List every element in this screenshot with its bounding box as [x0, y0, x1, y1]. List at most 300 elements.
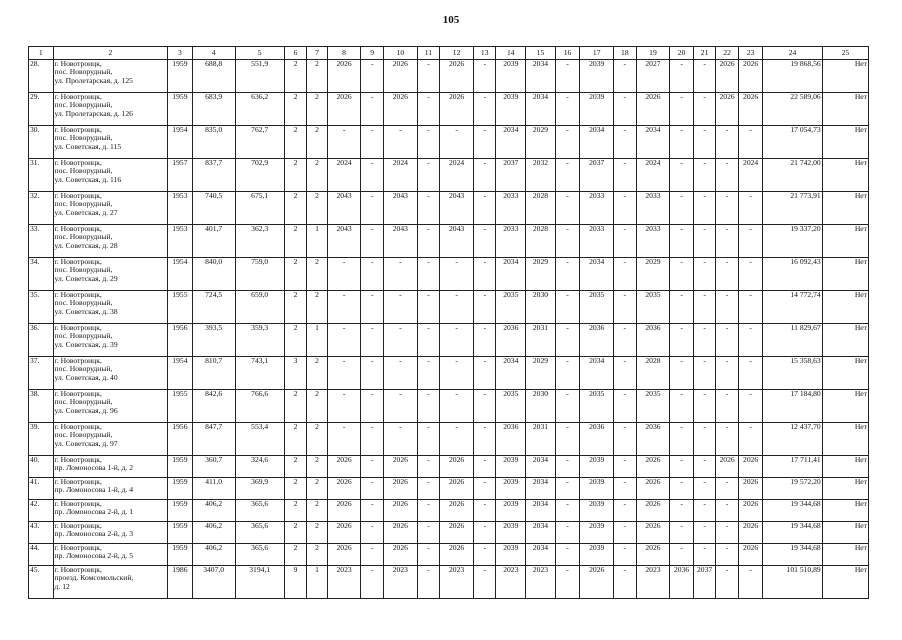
row-number-cell: 42. — [29, 500, 54, 522]
address-line: пр. Ломоносова 1-й, д. 4 — [54, 485, 134, 495]
address-line: г. Новотроицк, — [54, 389, 102, 398]
cell-col-24: 19 337,20 — [763, 225, 822, 258]
cell-col-21: - — [693, 324, 716, 357]
address-line: ул. Советская, д. 116 — [54, 174, 122, 184]
cell-col-18: - — [614, 423, 637, 456]
cell-col-19: 2035 — [636, 291, 670, 324]
cell-col-13: - — [473, 291, 496, 324]
cell-col-11: - — [417, 566, 440, 599]
cell-col-22: - — [716, 522, 739, 544]
cell-col-3: 1954 — [168, 357, 193, 390]
cell-col-4: 3407,0 — [192, 566, 235, 599]
cell-col-17: 2039 — [580, 522, 614, 544]
cell-col-11: - — [417, 192, 440, 225]
cell-col-8: 2023 — [327, 566, 361, 599]
cell-col-5: 636,2 — [235, 93, 284, 126]
cell-col-8: 2026 — [327, 500, 361, 522]
cell-col-17: 2033 — [580, 192, 614, 225]
cell-col-17: 2039 — [580, 60, 614, 93]
cell-col-25: Нет — [822, 357, 868, 390]
cell-col-12: 2026 — [440, 544, 474, 566]
cell-col-14: 2039 — [496, 93, 526, 126]
cell-col-23: 2026 — [738, 544, 763, 566]
cell-col-4: 810,7 — [192, 357, 235, 390]
row-number-cell: 30. — [29, 126, 54, 159]
cell-col-23: - — [738, 324, 763, 357]
cell-col-3: 1954 — [168, 258, 193, 291]
cell-col-6: 2 — [284, 93, 307, 126]
cell-col-6: 2 — [284, 291, 307, 324]
row-number-cell: 41. — [29, 478, 54, 500]
cell-col-5: 759,0 — [235, 258, 284, 291]
cell-col-10: - — [383, 324, 417, 357]
cell-col-6: 2 — [284, 456, 307, 478]
address-line: г. Новотроицк, — [54, 565, 102, 574]
cell-col-13: - — [473, 566, 496, 599]
cell-col-13: - — [473, 93, 496, 126]
address-cell — [53, 522, 168, 544]
cell-col-25: Нет — [822, 544, 868, 566]
cell-col-22: - — [716, 566, 739, 599]
row-number-cell: 37. — [29, 357, 54, 390]
cell-col-11: - — [417, 544, 440, 566]
row-number-cell: 33. — [29, 225, 54, 258]
cell-col-19: 2026 — [636, 93, 670, 126]
table-body — [29, 60, 869, 599]
cell-col-25: Нет — [822, 423, 868, 456]
column-header-20: 20 — [670, 47, 694, 60]
cell-col-5: 3194,1 — [235, 566, 284, 599]
cell-col-25: Нет — [822, 566, 868, 599]
cell-col-13: - — [473, 478, 496, 500]
cell-col-14: 2039 — [496, 60, 526, 93]
cell-col-10: - — [383, 390, 417, 423]
cell-col-18: - — [614, 390, 637, 423]
cell-col-20: - — [670, 522, 694, 544]
row-number-cell: 39. — [29, 423, 54, 456]
cell-col-13: - — [473, 500, 496, 522]
cell-col-21: - — [693, 423, 716, 456]
cell-col-18: - — [614, 456, 637, 478]
cell-col-21: - — [693, 357, 716, 390]
cell-col-14: 2033 — [496, 225, 526, 258]
cell-col-20: - — [670, 357, 694, 390]
address-line: г. Новотроицк, — [54, 92, 102, 101]
cell-col-11: - — [417, 126, 440, 159]
cell-col-4: 360,7 — [192, 456, 235, 478]
cell-col-5: 762,7 — [235, 126, 284, 159]
cell-col-25: Нет — [822, 500, 868, 522]
column-header-5: 5 — [235, 47, 284, 60]
row-number-cell: 35. — [29, 291, 54, 324]
column-header-11: 11 — [417, 47, 440, 60]
cell-col-23: 2026 — [738, 478, 763, 500]
cell-col-10: 2026 — [383, 478, 417, 500]
cell-col-6: 2 — [284, 225, 307, 258]
cell-col-17: 2039 — [580, 93, 614, 126]
cell-col-16: - — [555, 423, 580, 456]
cell-col-8: - — [327, 324, 361, 357]
cell-col-15: 2034 — [526, 500, 556, 522]
cell-col-24: 19 572,20 — [763, 478, 822, 500]
table-row — [29, 93, 869, 126]
cell-col-21: - — [693, 258, 716, 291]
cell-col-11: - — [417, 291, 440, 324]
cell-col-18: - — [614, 357, 637, 390]
address-line: ул. Советская, д. 29 — [54, 273, 118, 283]
cell-col-14: 2034 — [496, 126, 526, 159]
cell-col-20: - — [670, 126, 694, 159]
address-line: пос. Новорудный, — [54, 67, 113, 77]
cell-col-12: 2026 — [440, 522, 474, 544]
address-line: г. Новотроицк, — [54, 290, 102, 299]
cell-col-19: 2033 — [636, 192, 670, 225]
address-cell — [53, 159, 168, 192]
cell-col-15: 2034 — [526, 93, 556, 126]
cell-col-23: - — [738, 423, 763, 456]
cell-col-8: 2024 — [327, 159, 361, 192]
cell-col-3: 1953 — [168, 192, 193, 225]
cell-col-14: 2035 — [496, 291, 526, 324]
cell-col-23: - — [738, 192, 763, 225]
table-row — [29, 159, 869, 192]
cell-col-16: - — [555, 324, 580, 357]
row-number-cell: 44. — [29, 544, 54, 566]
cell-col-25: Нет — [822, 258, 868, 291]
address-cell — [53, 225, 168, 258]
cell-col-15: 2023 — [526, 566, 556, 599]
cell-col-23: - — [738, 390, 763, 423]
cell-col-3: 1956 — [168, 324, 193, 357]
address-line: г. Новотроицк, — [54, 257, 102, 266]
cell-col-7: 2 — [307, 423, 327, 456]
cell-col-19: 2026 — [636, 544, 670, 566]
cell-col-7: 2 — [307, 500, 327, 522]
cell-col-22: 2026 — [716, 60, 739, 93]
address-line: г. Новотроицк, — [54, 521, 102, 530]
address-cell — [53, 544, 168, 566]
cell-col-10: - — [383, 126, 417, 159]
cell-col-17: 2036 — [580, 324, 614, 357]
cell-col-9: - — [361, 324, 384, 357]
cell-col-24: 19 344,68 — [763, 544, 822, 566]
cell-col-3: 1959 — [168, 478, 193, 500]
cell-col-16: - — [555, 93, 580, 126]
address-line: ул. Советская, д. 115 — [54, 141, 122, 151]
cell-col-19: 2026 — [636, 478, 670, 500]
cell-col-22: - — [716, 192, 739, 225]
address-line: проезд. Комсомольский, — [54, 573, 134, 583]
cell-col-8: - — [327, 357, 361, 390]
cell-col-9: - — [361, 126, 384, 159]
table-row — [29, 423, 869, 456]
address-line: г. Новотроицк, — [54, 323, 102, 332]
cell-col-15: 2031 — [526, 324, 556, 357]
cell-col-20: 2036 — [670, 566, 694, 599]
cell-col-20: - — [670, 456, 694, 478]
column-header-15: 15 — [526, 47, 556, 60]
cell-col-5: 551,9 — [235, 60, 284, 93]
cell-col-23: 2026 — [738, 60, 763, 93]
address-cell — [53, 93, 168, 126]
cell-col-10: - — [383, 291, 417, 324]
cell-col-9: - — [361, 258, 384, 291]
address-line: пр. Ломоносова 2-й, д. 5 — [54, 551, 134, 561]
housing-registry-table — [28, 46, 869, 599]
cell-col-9: - — [361, 192, 384, 225]
cell-col-7: 2 — [307, 126, 327, 159]
cell-col-9: - — [361, 159, 384, 192]
cell-col-11: - — [417, 258, 440, 291]
cell-col-15: 2030 — [526, 390, 556, 423]
cell-col-24: 101 510,89 — [763, 566, 822, 599]
cell-col-9: - — [361, 60, 384, 93]
address-line: пос. Новорудный, — [54, 397, 113, 407]
cell-col-23: 2026 — [738, 93, 763, 126]
cell-col-21: - — [693, 291, 716, 324]
cell-col-7: 2 — [307, 159, 327, 192]
cell-col-14: 2036 — [496, 324, 526, 357]
cell-col-15: 2028 — [526, 225, 556, 258]
column-header-3: 3 — [168, 47, 193, 60]
cell-col-8: 2026 — [327, 456, 361, 478]
cell-col-18: - — [614, 126, 637, 159]
address-line: пос. Новорудный, — [54, 430, 113, 440]
cell-col-11: - — [417, 357, 440, 390]
cell-col-20: - — [670, 423, 694, 456]
column-header-12: 12 — [440, 47, 474, 60]
cell-col-3: 1954 — [168, 126, 193, 159]
table-row — [29, 566, 869, 599]
cell-col-6: 2 — [284, 423, 307, 456]
cell-col-23: - — [738, 225, 763, 258]
cell-col-19: 2035 — [636, 390, 670, 423]
cell-col-23: - — [738, 126, 763, 159]
cell-col-24: 17 711,41 — [763, 456, 822, 478]
cell-col-20: - — [670, 258, 694, 291]
cell-col-5: 369,9 — [235, 478, 284, 500]
cell-col-21: - — [693, 93, 716, 126]
cell-col-6: 9 — [284, 566, 307, 599]
cell-col-9: - — [361, 357, 384, 390]
cell-col-25: Нет — [822, 291, 868, 324]
cell-col-24: 22 589,06 — [763, 93, 822, 126]
address-cell — [53, 478, 168, 500]
address-cell — [53, 258, 168, 291]
cell-col-25: Нет — [822, 159, 868, 192]
address-line: г. Новотроицк, — [54, 543, 102, 552]
table-row — [29, 192, 869, 225]
cell-col-7: 2 — [307, 258, 327, 291]
cell-col-10: 2023 — [383, 566, 417, 599]
cell-col-12: - — [440, 390, 474, 423]
cell-col-16: - — [555, 225, 580, 258]
cell-col-20: - — [670, 192, 694, 225]
cell-col-21: - — [693, 60, 716, 93]
cell-col-14: 2039 — [496, 544, 526, 566]
cell-col-6: 2 — [284, 390, 307, 423]
cell-col-18: - — [614, 500, 637, 522]
address-line: ул. Советская, д. 39 — [54, 339, 118, 349]
address-line: пос. Новорудный, — [54, 265, 113, 275]
cell-col-13: - — [473, 225, 496, 258]
address-line: г. Новотроицк, — [54, 477, 102, 486]
cell-col-18: - — [614, 60, 637, 93]
cell-col-24: 21 742,00 — [763, 159, 822, 192]
address-line: пос. Новорудный, — [54, 331, 113, 341]
cell-col-9: - — [361, 93, 384, 126]
cell-col-7: 2 — [307, 390, 327, 423]
cell-col-10: 2026 — [383, 544, 417, 566]
cell-col-17: 2033 — [580, 225, 614, 258]
cell-col-15: 2034 — [526, 478, 556, 500]
cell-col-4: 688,8 — [192, 60, 235, 93]
cell-col-12: 2026 — [440, 456, 474, 478]
cell-col-15: 2029 — [526, 357, 556, 390]
cell-col-6: 2 — [284, 324, 307, 357]
address-line: ул. Советская, д. 96 — [54, 405, 118, 415]
cell-col-17: 2039 — [580, 500, 614, 522]
row-number-cell: 38. — [29, 390, 54, 423]
cell-col-17: 2026 — [580, 566, 614, 599]
cell-col-24: 19 344,68 — [763, 522, 822, 544]
cell-col-19: 2036 — [636, 324, 670, 357]
cell-col-6: 2 — [284, 258, 307, 291]
cell-col-10: 2026 — [383, 522, 417, 544]
address-line: пос. Новорудный, — [54, 232, 113, 242]
cell-col-18: - — [614, 159, 637, 192]
column-header-17: 17 — [580, 47, 614, 60]
cell-col-11: - — [417, 159, 440, 192]
cell-col-17: 2034 — [580, 126, 614, 159]
address-line: пос. Новорудный, — [54, 364, 113, 374]
cell-col-10: - — [383, 423, 417, 456]
address-line: пр. Ломоносова 2-й, д. 3 — [54, 529, 134, 539]
cell-col-18: - — [614, 544, 637, 566]
cell-col-6: 2 — [284, 478, 307, 500]
cell-col-16: - — [555, 159, 580, 192]
column-header-10: 10 — [383, 47, 417, 60]
row-number-cell: 28. — [29, 60, 54, 93]
cell-col-21: 2037 — [693, 566, 716, 599]
column-header-23: 23 — [738, 47, 763, 60]
cell-col-17: 2039 — [580, 478, 614, 500]
cell-col-23: - — [738, 291, 763, 324]
cell-col-19: 2036 — [636, 423, 670, 456]
cell-col-22: - — [716, 423, 739, 456]
column-header-13: 13 — [473, 47, 496, 60]
cell-col-16: - — [555, 544, 580, 566]
cell-col-13: - — [473, 357, 496, 390]
cell-col-25: Нет — [822, 60, 868, 93]
row-number-cell: 40. — [29, 456, 54, 478]
column-header-16: 16 — [555, 47, 580, 60]
cell-col-10: 2043 — [383, 192, 417, 225]
cell-col-8: 2043 — [327, 225, 361, 258]
cell-col-5: 365,6 — [235, 544, 284, 566]
cell-col-17: 2035 — [580, 291, 614, 324]
cell-col-17: 2036 — [580, 423, 614, 456]
row-number-cell: 34. — [29, 258, 54, 291]
cell-col-3: 1986 — [168, 566, 193, 599]
cell-col-17: 2035 — [580, 390, 614, 423]
cell-col-11: - — [417, 60, 440, 93]
cell-col-16: - — [555, 126, 580, 159]
address-line: пос. Новорудный, — [54, 298, 113, 308]
cell-col-14: 2036 — [496, 423, 526, 456]
cell-col-25: Нет — [822, 478, 868, 500]
table-row — [29, 225, 869, 258]
cell-col-22: - — [716, 478, 739, 500]
row-number-cell: 36. — [29, 324, 54, 357]
cell-col-20: - — [670, 60, 694, 93]
address-line: ул. Советская, д. 38 — [54, 306, 118, 316]
cell-col-14: 2034 — [496, 258, 526, 291]
cell-col-14: 2039 — [496, 500, 526, 522]
cell-col-18: - — [614, 324, 637, 357]
cell-col-8: 2026 — [327, 93, 361, 126]
cell-col-25: Нет — [822, 126, 868, 159]
address-line: пос. Новорудный, — [54, 199, 113, 209]
address-cell — [53, 456, 168, 478]
cell-col-10: 2026 — [383, 500, 417, 522]
cell-col-8: - — [327, 423, 361, 456]
cell-col-9: - — [361, 456, 384, 478]
cell-col-12: - — [440, 126, 474, 159]
cell-col-12: - — [440, 423, 474, 456]
cell-col-8: 2026 — [327, 478, 361, 500]
address-line: г. Новотроицк, — [54, 224, 102, 233]
cell-col-20: - — [670, 478, 694, 500]
cell-col-3: 1953 — [168, 225, 193, 258]
cell-col-14: 2039 — [496, 522, 526, 544]
cell-col-20: - — [670, 390, 694, 423]
cell-col-6: 2 — [284, 192, 307, 225]
cell-col-12: - — [440, 357, 474, 390]
row-number-cell: 29. — [29, 93, 54, 126]
cell-col-4: 393,5 — [192, 324, 235, 357]
column-header-8: 8 — [327, 47, 361, 60]
cell-col-22: 2026 — [716, 93, 739, 126]
cell-col-13: - — [473, 126, 496, 159]
cell-col-6: 2 — [284, 159, 307, 192]
table-row — [29, 390, 869, 423]
cell-col-11: - — [417, 478, 440, 500]
cell-col-16: - — [555, 192, 580, 225]
cell-col-22: - — [716, 291, 739, 324]
table-row — [29, 258, 869, 291]
cell-col-15: 2031 — [526, 423, 556, 456]
column-header-14: 14 — [496, 47, 526, 60]
cell-col-4: 406,2 — [192, 500, 235, 522]
cell-col-4: 740,5 — [192, 192, 235, 225]
cell-col-21: - — [693, 500, 716, 522]
cell-col-15: 2034 — [526, 522, 556, 544]
cell-col-11: - — [417, 456, 440, 478]
cell-col-23: - — [738, 566, 763, 599]
cell-col-13: - — [473, 522, 496, 544]
cell-col-24: 17 184,80 — [763, 390, 822, 423]
address-cell — [53, 126, 168, 159]
cell-col-18: - — [614, 566, 637, 599]
cell-col-10: 2026 — [383, 60, 417, 93]
address-cell — [53, 324, 168, 357]
cell-col-5: 675,1 — [235, 192, 284, 225]
cell-col-9: - — [361, 522, 384, 544]
table-row — [29, 544, 869, 566]
address-line: ул. Пролетарская, д. 126 — [54, 108, 133, 118]
cell-col-7: 2 — [307, 93, 327, 126]
